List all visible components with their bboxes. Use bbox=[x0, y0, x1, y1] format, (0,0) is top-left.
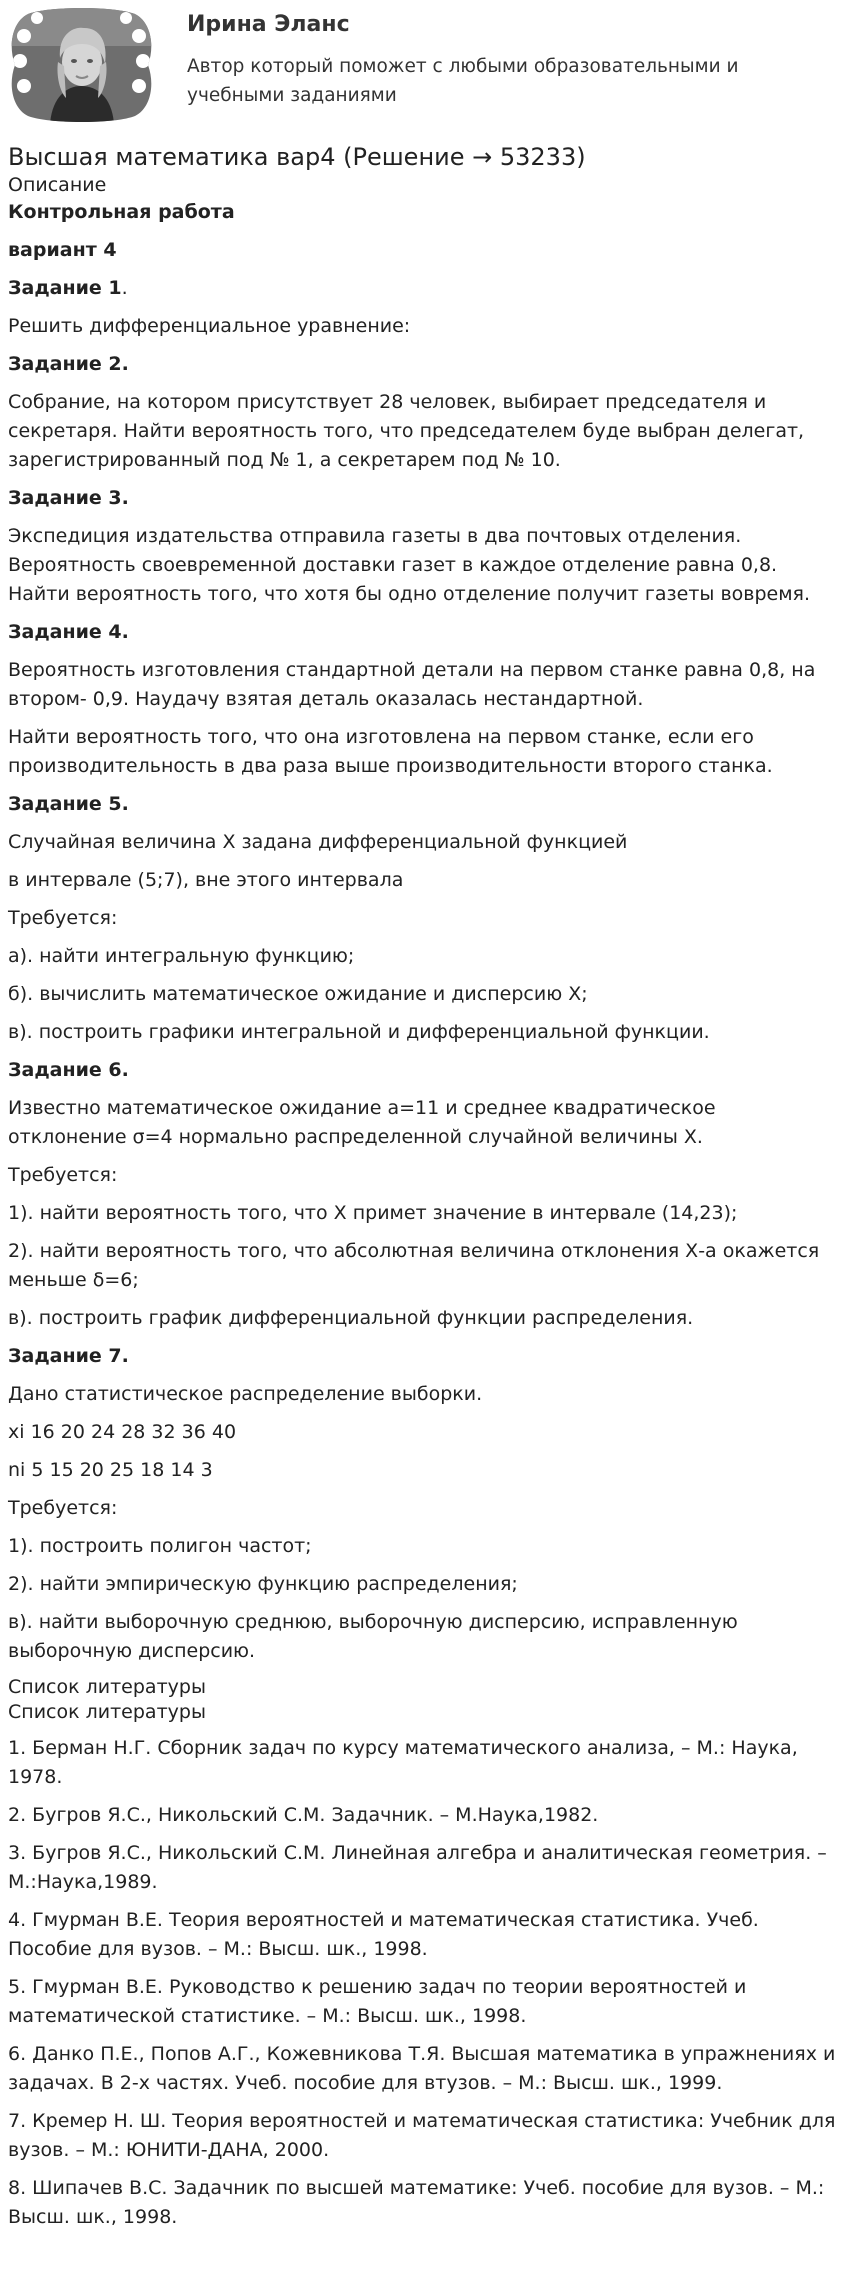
task-paragraph: Экспедиция издательства отправила газеты в два почтовых отделения. Вероятность своевременной доставки газет в каждое отделение равна 0,8. Найти вероятность того, что хотя бы одно отделение получит газеты вовремя. bbox=[8, 525, 811, 605]
task-heading: Задание 2. bbox=[8, 353, 129, 375]
task-heading: вариант 4 bbox=[8, 239, 117, 261]
literature-list bbox=[8, 1734, 839, 2232]
author-description: Автор который поможет с любыми образовательными и учебными заданиями bbox=[187, 56, 739, 106]
task-paragraph: Случайная величина Х задана дифференциальной функцией bbox=[8, 831, 628, 853]
document-title: Высшая математика вар4 (Решение → 53233) bbox=[8, 143, 586, 171]
literature-item: 5. Гмурман В.Е. Руководство к решению задач по теории вероятностей и математической статистике. – М.: Высш. шк., 1998. bbox=[8, 1976, 747, 2027]
task-paragraph: а). найти интегральную функцию; bbox=[8, 945, 355, 967]
literature-label: Список литературы bbox=[8, 1676, 206, 1698]
task-heading: Задание 6. bbox=[8, 1059, 129, 1081]
task-paragraph: 2). найти эмпирическую функцию распределения; bbox=[8, 1573, 518, 1595]
task-paragraph: в). построить график дифференциальной функции распределения. bbox=[8, 1307, 694, 1329]
task-paragraph: 1). построить полигон частот; bbox=[8, 1535, 312, 1557]
author-name[interactable]: Ирина Эланс bbox=[187, 12, 350, 37]
literature-item: 6. Данко П.Е., Попов А.Г., Кожевникова Т.Я. Высшая математика в упражнениях и задачах. В 2-х частях. Учеб. пособие для втузов. – М.: Высш. шк., 1999. bbox=[8, 2043, 836, 2094]
task-paragraph: Решить дифференциальное уравнение: bbox=[8, 315, 411, 337]
literature-item: 8. Шипачев В.С. Задачник по высшей математике: Учеб. пособие для вузов. – М.: Высш. шк., 1998. bbox=[8, 2177, 825, 2228]
task-paragraph: Требуется: bbox=[8, 1497, 118, 1519]
task-paragraph: Дано статистическое распределение выборки. bbox=[8, 1383, 483, 1405]
document-content bbox=[8, 198, 839, 1666]
task-heading-text: Задание 1 bbox=[8, 277, 122, 299]
task-paragraph: xi 16 20 24 28 32 36 40 bbox=[8, 1421, 237, 1443]
task-paragraph: Известно математическое ожидание a=11 и среднее квадратическое отклонение σ=4 нормально распределенной случайной величины Х. bbox=[8, 1097, 716, 1148]
task-paragraph: б). вычислить математическое ожидание и дисперсию Х; bbox=[8, 983, 588, 1005]
task-paragraph: Требуется: bbox=[8, 1164, 118, 1186]
literature-item: 3. Бугров Я.С., Никольский С.М. Линейная алгебра и аналитическая геометрия. – М.:Наука,1989. bbox=[8, 1842, 827, 1893]
task-paragraph: Собрание, на котором присутствует 28 человек, выбирает председателя и секретаря. Найти вероятность того, что председателем буде выбран делегат, зарегистрированный под № 1, а секретарем под № 10. bbox=[8, 391, 805, 471]
task-paragraph: ni 5 15 20 25 18 14 3 bbox=[8, 1459, 213, 1481]
author-card bbox=[8, 0, 839, 125]
task-paragraph: в). построить графики интегральной и дифференциальной функции. bbox=[8, 1021, 710, 1043]
task-heading: Задание 3. bbox=[8, 487, 129, 509]
task-paragraph: 2). найти вероятность того, что абсолютная величина отклонения Х-а окажется меньше δ=6; bbox=[8, 1240, 820, 1291]
task-paragraph: в интервале (5;7), вне этого интервала bbox=[8, 869, 404, 891]
task-heading: Задание 1. bbox=[8, 277, 128, 299]
task-heading: Задание 7. bbox=[8, 1345, 129, 1367]
author-info bbox=[187, 6, 787, 110]
task-paragraph: 1). найти вероятность того, что Х примет значение в интервале (14,23); bbox=[8, 1202, 738, 1224]
task-paragraph: Найти вероятность того, что она изготовлена на первом станке, если его производительность в два раза выше производительности второго станка. bbox=[8, 726, 773, 777]
task-heading: Задание 4. bbox=[8, 621, 129, 643]
literature-heading: Список литературы bbox=[8, 1701, 206, 1723]
literature-item: 2. Бугров Я.С., Никольский С.М. Задачник. – М.Наука,1982. bbox=[8, 1804, 599, 1826]
description-label: Описание bbox=[8, 174, 107, 196]
task-heading: Контрольная работа bbox=[8, 201, 235, 223]
task-paragraph: Требуется: bbox=[8, 907, 118, 929]
task-paragraph: Вероятность изготовления стандартной детали на первом станке равна 0,8, на втором- 0,9. Наудачу взятая деталь оказалась нестандартной. bbox=[8, 659, 816, 710]
author-avatar[interactable] bbox=[8, 6, 155, 124]
literature-item: 1. Берман Н.Г. Сборник задач по курсу математического анализа, – М.: Наука, 1978. bbox=[8, 1737, 798, 1788]
task-paragraph: в). найти выборочную среднюю, выборочную дисперсию, исправленную выборочную дисперсию. bbox=[8, 1611, 738, 1662]
task-heading: Задание 5. bbox=[8, 793, 129, 815]
literature-item: 7. Кремер Н. Ш. Теория вероятностей и математическая статистика: Учебник для вузов. – М.: ЮНИТИ-ДАНА, 2000. bbox=[8, 2110, 836, 2161]
literature-item: 4. Гмурман В.Е. Теория вероятностей и математическая статистика. Учеб. Пособие для вузов. – М.: Высш. шк., 1998. bbox=[8, 1909, 759, 1960]
